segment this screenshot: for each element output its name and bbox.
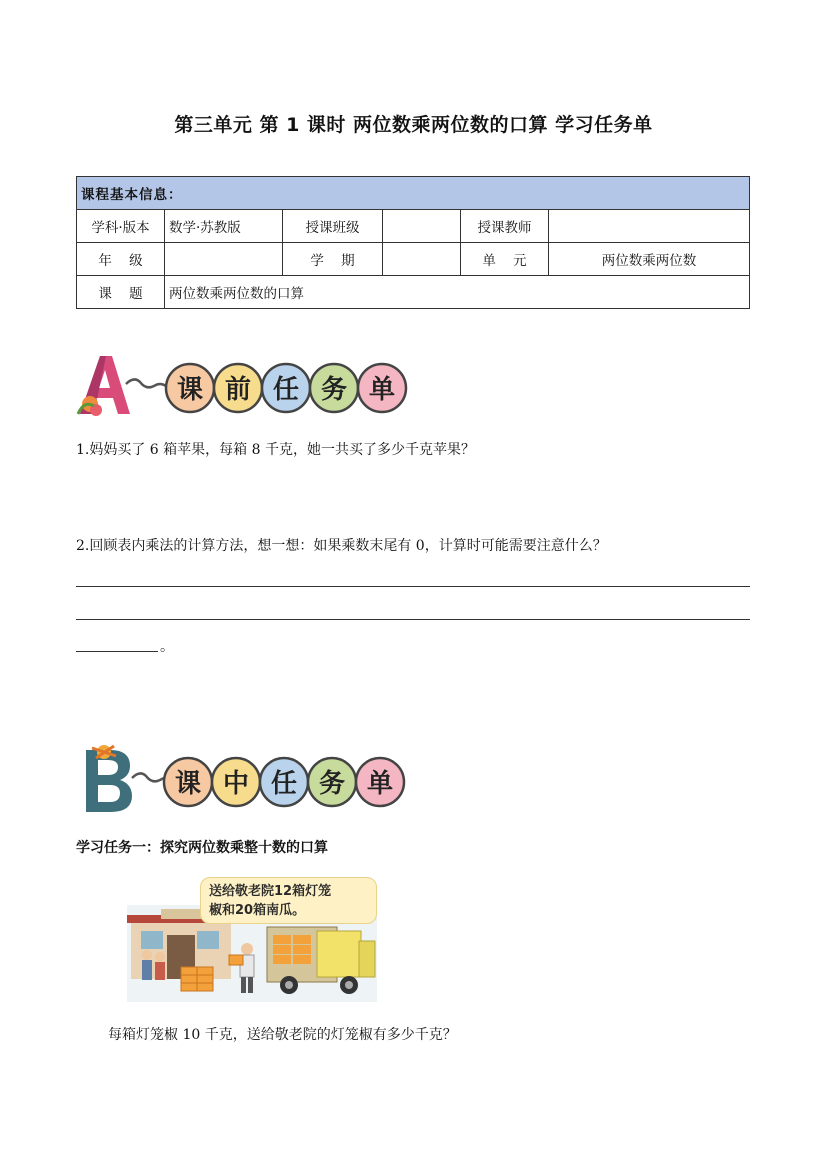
bubble-line-2: 椒和20箱南瓜。 xyxy=(209,903,306,918)
task-1-question: 每箱灯笼椒 10 千克，送给敬老院的灯笼椒有多少千克？ xyxy=(108,1027,457,1043)
course-info-table xyxy=(76,176,750,309)
cell-teacher-value xyxy=(549,210,750,243)
banner-b-char-2: 中 xyxy=(222,769,250,799)
banner-b-char-1: 课 xyxy=(174,769,202,799)
banner-b-char-5: 单 xyxy=(366,769,394,799)
letter-b-logo xyxy=(86,745,132,812)
page-title: 第三单元 第 1 课时 两位数乘两位数的口算 学习任务单 xyxy=(174,114,653,136)
in-class-task-banner xyxy=(74,742,414,818)
speech-bubble xyxy=(200,877,377,924)
task-1-heading: 学习任务一：探究两位数乘整十数的口算 xyxy=(76,840,328,856)
cell-topic-label: 课 题 xyxy=(77,276,165,309)
cell-class-label: 授课班级 xyxy=(283,210,383,243)
banner-a-char-3: 任 xyxy=(272,375,300,405)
cell-grade-value xyxy=(165,243,283,276)
answer-line-1[interactable] xyxy=(76,586,750,587)
cell-subject-value: 数学·苏教版 xyxy=(165,210,283,243)
pre-class-task-banner xyxy=(74,348,414,424)
banner-b-char-3: 任 xyxy=(270,769,298,799)
banner-a-char-1: 课 xyxy=(176,375,204,405)
bubble-line-1: 送给敬老院12箱灯笼 xyxy=(209,884,332,899)
cell-subject-label: 学科·版本 xyxy=(77,210,165,243)
cell-unit-label: 单 元 xyxy=(461,243,549,276)
answer-line-3[interactable] xyxy=(76,651,158,652)
cell-unit-value: 两位数乘两位数 xyxy=(549,243,750,276)
cell-grade-label: 年 级 xyxy=(77,243,165,276)
question-2: 2.回顾表内乘法的计算方法，想一想：如果乘数末尾有 0，计算时可能需要注意什么？ xyxy=(76,538,607,554)
banner-a-char-2: 前 xyxy=(224,375,252,405)
answer-end-mark: 。 xyxy=(160,639,174,655)
cell-class-value xyxy=(383,210,461,243)
question-1: 1.妈妈买了 6 箱苹果，每箱 8 千克，她一共买了多少千克苹果？ xyxy=(76,442,475,458)
cell-term-value xyxy=(383,243,461,276)
answer-line-2[interactable] xyxy=(76,619,750,620)
letter-a-logo xyxy=(78,356,130,416)
course-info-header: 课程基本信息： xyxy=(77,177,750,210)
banner-b-char-4: 务 xyxy=(318,769,346,799)
banner-a-char-4: 务 xyxy=(320,375,348,405)
banner-a-char-5: 单 xyxy=(368,375,396,405)
cell-topic-value: 两位数乘两位数的口算 xyxy=(165,276,750,309)
cell-teacher-label: 授课教师 xyxy=(461,210,549,243)
cell-term-label: 学 期 xyxy=(283,243,383,276)
